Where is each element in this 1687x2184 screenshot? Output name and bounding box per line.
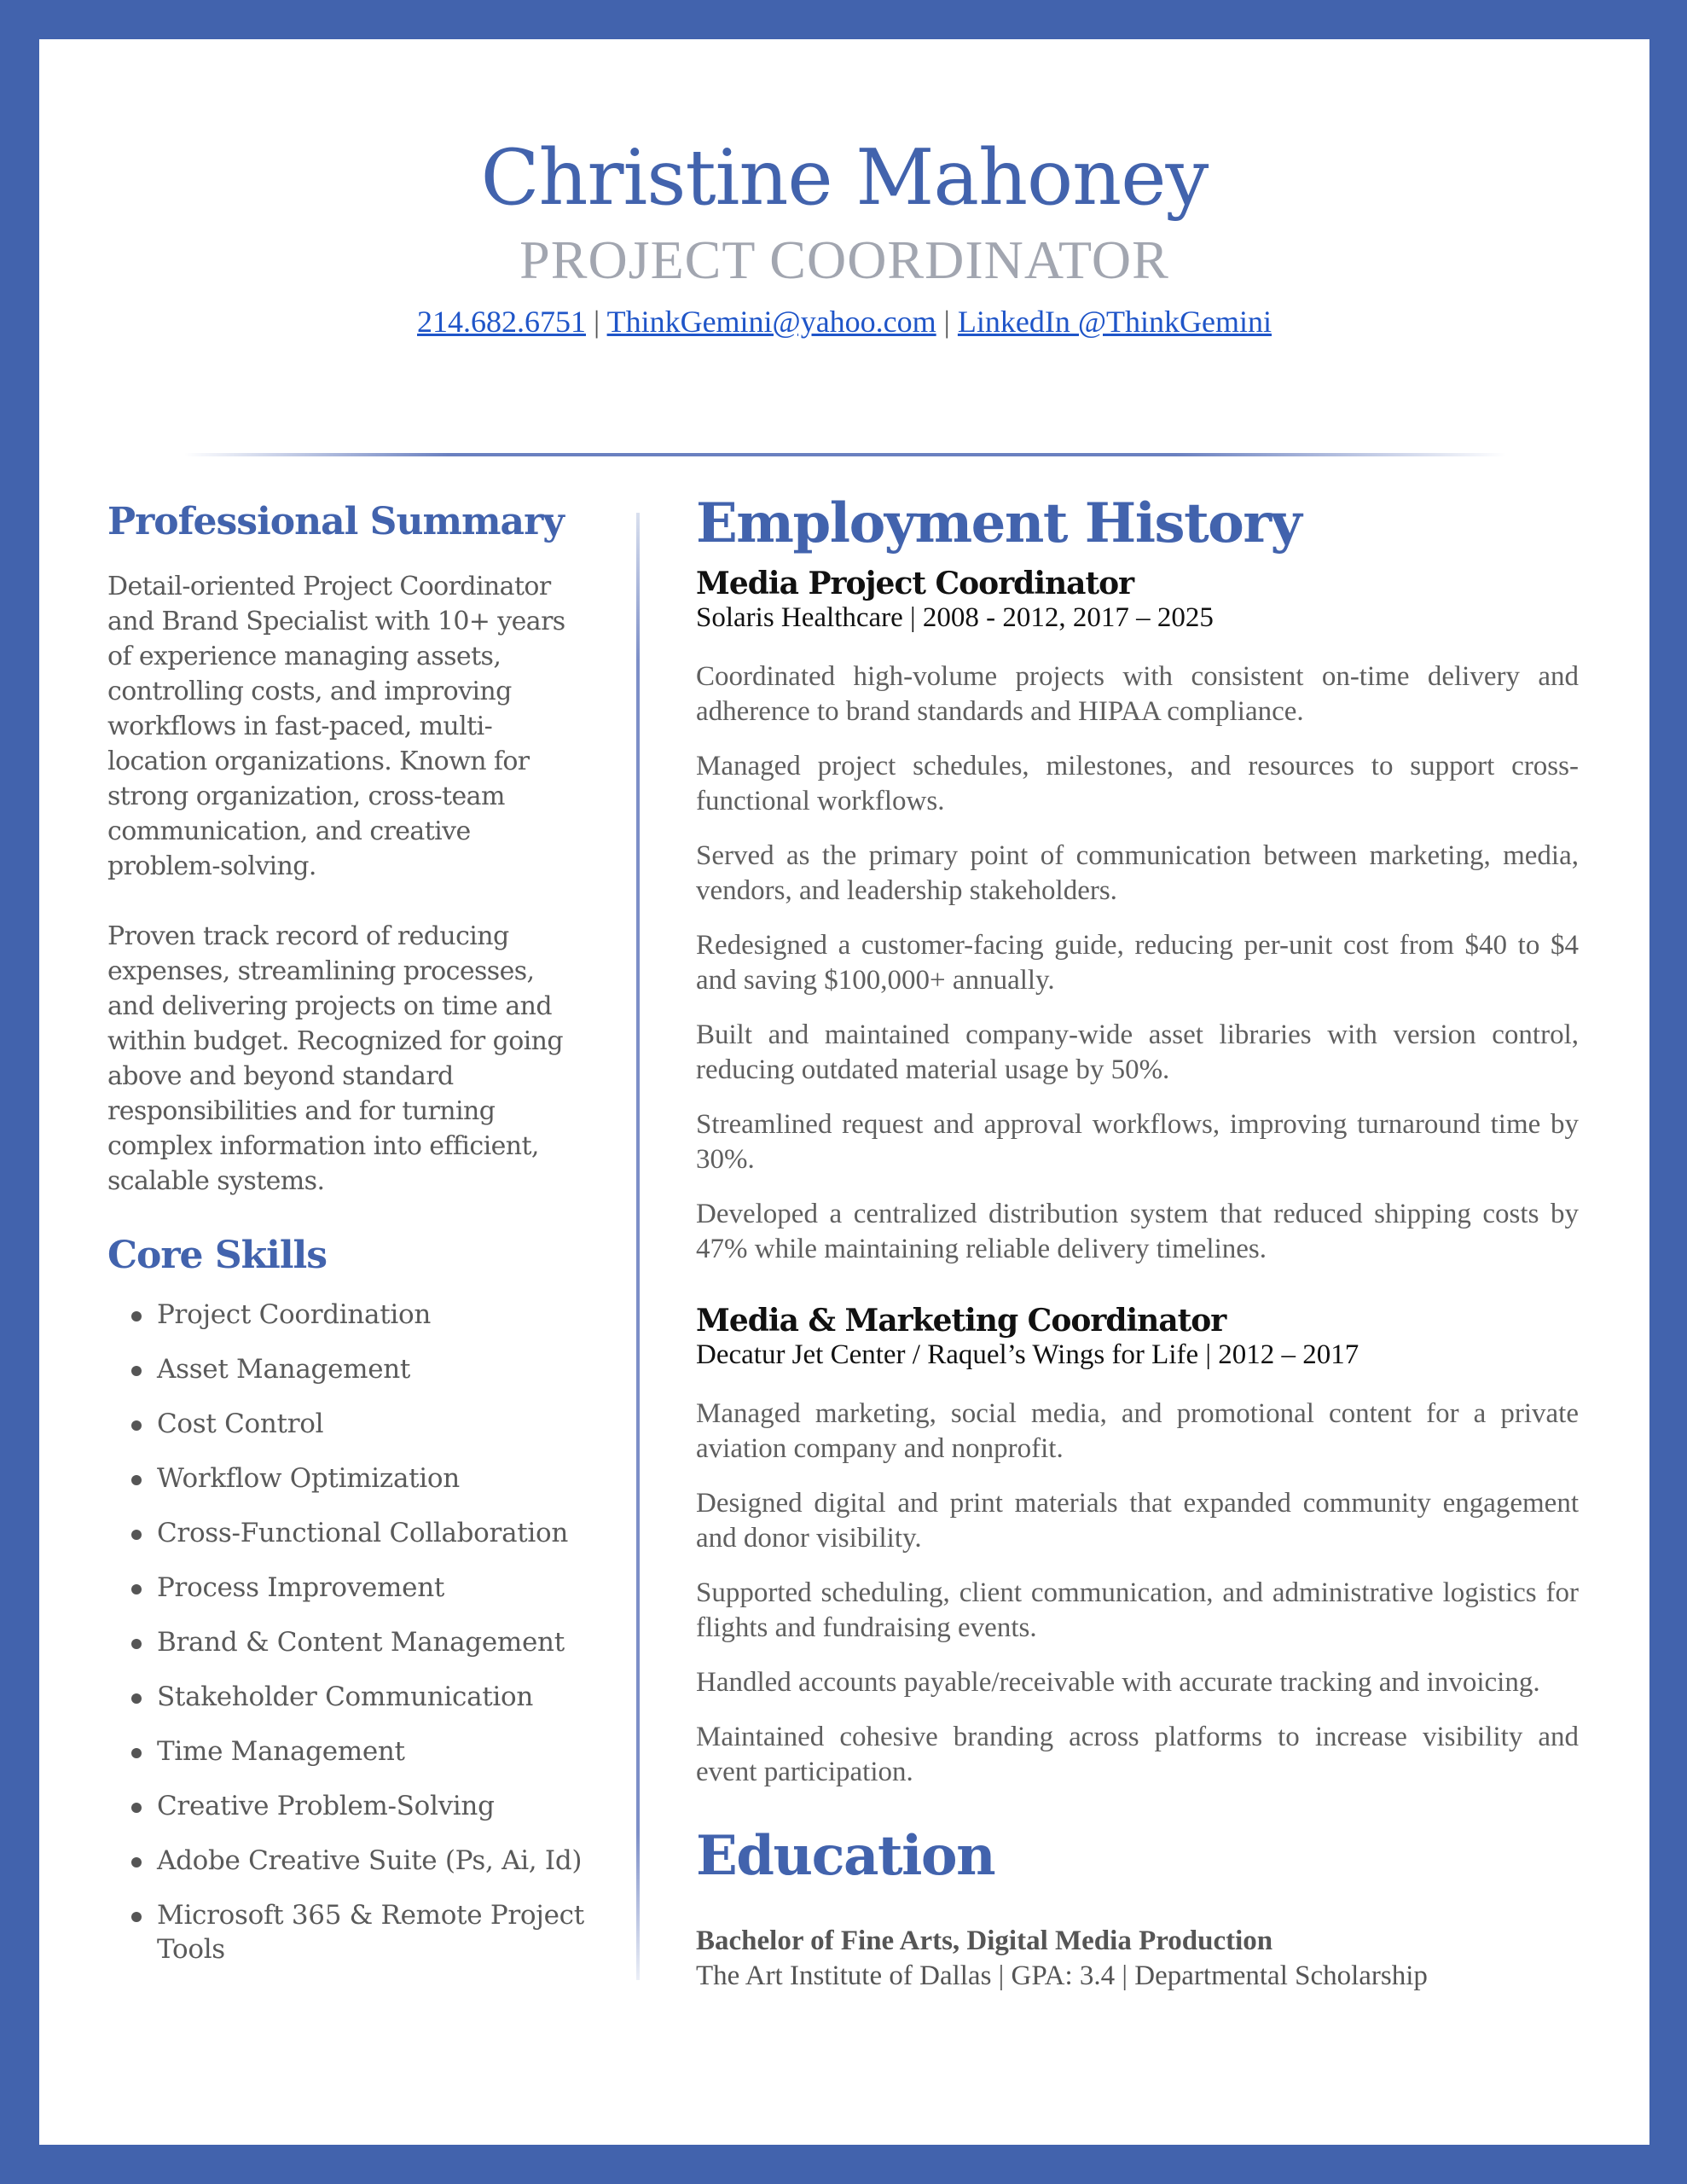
separator: | <box>943 305 950 339</box>
candidate-name: Christine Mahoney <box>480 133 1209 223</box>
job-bullet: Built and maintained company-wide asset libraries with version control, reducing outdated material usage by 50%. <box>696 1019 1579 1085</box>
job-bullet: Redesigned a customer-facing guide, reducing per-unit cost from $40 to $4 and saving $100,000+ annually. <box>696 930 1579 996</box>
skill-item: Creative Problem-Solving <box>131 1789 585 1823</box>
skill-item: Cost Control <box>131 1407 585 1441</box>
job-bullet: Supported scheduling, client communication, and administrative logistics for flights and fundraising events. <box>696 1577 1579 1643</box>
job-bullet: Managed marketing, social media, and promotional content for a private aviation company and nonprofit. <box>696 1398 1579 1464</box>
skill-item: Project Coordination <box>131 1298 585 1332</box>
phone-link[interactable]: 214.682.6751 <box>417 305 586 339</box>
job-title: Media Project Coordinator <box>696 566 1134 601</box>
education-heading: Education <box>696 1824 995 1888</box>
job-bullet: Handled accounts payable/receivable with accurate tracking and invoicing. <box>696 1667 1540 1698</box>
skill-item: Cross-Functional Collaboration <box>131 1516 585 1550</box>
employment-heading: Employment History <box>696 491 1301 555</box>
job-bullet: Managed project schedules, milestones, and resources to support cross-functional workflows. <box>696 751 1579 816</box>
skills-list <box>107 1298 585 1966</box>
job-bullet: Developed a centralized distribution system that reduced shipping costs by 47% while maintaining reliable delivery timelines. <box>696 1199 1579 1264</box>
summary-heading: Professional Summary <box>107 500 564 543</box>
separator: | <box>594 305 600 339</box>
job-company-dates: Solaris Healthcare | 2008 - 2012, 2017 – 2025 <box>696 602 1214 633</box>
job-bullet: Maintained cohesive branding across platforms to increase visibility and event participation. <box>696 1722 1579 1787</box>
education-degree: Bachelor of Fine Arts, Digital Media Production <box>696 1926 1273 1956</box>
education-school: The Art Institute of Dallas | GPA: 3.4 | Departmental Scholarship <box>696 1960 1428 1991</box>
skill-item: Adobe Creative Suite (Ps, Ai, Id) <box>131 1844 585 1878</box>
summary-paragraph: Proven track record of reducing expenses, streamlining processes, and delivering projects on time and within budget. Recognized for going above and beyond standard responsibilities and for turning complex information into efficient, scalable systems. <box>107 921 563 1196</box>
skill-item: Stakeholder Communication <box>131 1680 585 1714</box>
skill-item: Asset Management <box>131 1352 585 1386</box>
skill-item: Time Management <box>131 1734 585 1769</box>
column-divider <box>636 513 640 1980</box>
job-title: Media & Marketing Coordinator <box>696 1303 1226 1339</box>
job-bullets <box>696 659 1579 1267</box>
job-bullet: Streamlined request and approval workflows, improving turnaround time by 30%. <box>696 1109 1579 1175</box>
right-column <box>696 491 1579 1994</box>
skill-item: Workflow Optimization <box>131 1461 585 1496</box>
job-entry <box>696 1303 1579 1790</box>
skills-heading: Core Skills <box>107 1234 328 1277</box>
left-column <box>107 500 585 1987</box>
skill-item: Brand & Content Management <box>131 1625 585 1659</box>
summary-paragraph: Detail-oriented Project Coordinator and Brand Specialist with 10+ years of experience managing assets, controlling costs, and improving workflows in fast-paced, multi-location organizations. Known for strong organization, cross-team communication, and creative problem-solving. <box>107 572 565 881</box>
candidate-title: PROJECT COORDINATOR <box>519 229 1169 290</box>
job-bullet: Served as the primary point of communication between marketing, media, vendors, and leadership stakeholders. <box>696 840 1579 906</box>
skill-item: Microsoft 365 & Remote Project Tools <box>131 1898 585 1966</box>
job-bullet: Coordinated high-volume projects with consistent on-time delivery and adherence to brand standards and HIPAA compliance. <box>696 661 1579 727</box>
job-company-dates: Decatur Jet Center / Raquel’s Wings for Life | 2012 – 2017 <box>696 1339 1359 1370</box>
job-entry <box>696 566 1579 1267</box>
email-link[interactable]: ThinkGemini@yahoo.com <box>606 305 936 339</box>
summary-section <box>107 569 585 1199</box>
job-bullet: Designed digital and print materials that expanded community engagement and donor visibility. <box>696 1488 1579 1554</box>
resume-page <box>39 39 1649 2145</box>
header-divider <box>184 453 1506 456</box>
job-bullets <box>696 1397 1579 1790</box>
skill-item: Process Improvement <box>131 1571 585 1605</box>
contact-line <box>39 304 1649 340</box>
linkedin-link[interactable]: LinkedIn @ThinkGemini <box>957 305 1272 339</box>
